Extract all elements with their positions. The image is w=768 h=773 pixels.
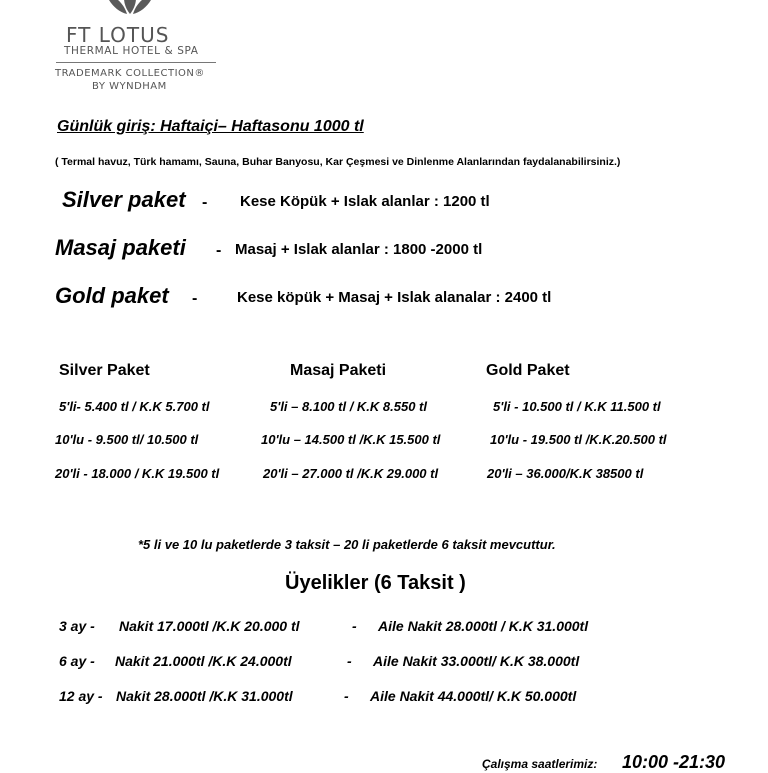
package-desc-massage: Masaj + Islak alanlar : 1800 -2000 tl xyxy=(235,241,483,258)
brand-name: FT LOTUS xyxy=(66,23,170,47)
price-massage-20: 20'li – 27.000 tl /K.K 29.000 tl xyxy=(263,466,439,481)
hours-label: Çalışma saatlerimiz: xyxy=(482,757,598,771)
price-silver-5: 5'li- 5.400 tl / K.K 5.700 tl xyxy=(59,399,210,414)
package-dash-gold: - xyxy=(192,290,198,307)
price-gold-20: 20'li – 36.000/K.K 38500 tl xyxy=(487,466,644,481)
price-massage-5: 5'li – 8.100 tl / K.K 8.550 tl xyxy=(270,399,428,414)
package-desc-silver: Kese Köpük + Islak alanlar : 1200 tl xyxy=(240,193,490,210)
column-header-gold: Gold Paket xyxy=(486,362,570,379)
by-wyndham: BY WYNDHAM xyxy=(92,81,167,92)
price-massage-10: 10'lu – 14.500 tl /K.K 15.500 tl xyxy=(261,432,441,447)
membership-period-12: 12 ay - xyxy=(59,688,103,704)
membership-single-3: Nakit 17.000tl /K.K 20.000 tl xyxy=(119,618,300,634)
memberships-title: Üyelikler (6 Taksit ) xyxy=(285,572,466,594)
package-desc-gold: Kese köpük + Masaj + Islak alanalar : 2400 tl xyxy=(237,289,552,306)
package-name-massage: Masaj paketi xyxy=(55,235,186,260)
package-name-gold: Gold paket xyxy=(55,283,169,308)
membership-family-6: Aile Nakit 33.000tl/ K.K 38.000tl xyxy=(373,653,580,669)
facilities-note: ( Termal havuz, Türk hamamı, Sauna, Buhar Banyosu, Kar Çeşmesi ve Dinlenme Alanlarından faydalanabilirsiniz.) xyxy=(55,156,621,168)
trademark-collection: TRADEMARK COLLECTION® xyxy=(55,68,205,79)
membership-family-12: Aile Nakit 44.000tl/ K.K 50.000tl xyxy=(370,688,577,704)
daily-entry-price: Günlük giriş: Haftaiçi– Haftasonu 1000 tl xyxy=(57,118,364,135)
brand-subtitle: THERMAL HOTEL & SPA xyxy=(64,45,199,57)
membership-period-3: 3 ay - xyxy=(59,618,95,634)
price-gold-10: 10'lu - 19.500 tl /K.K.20.500 tl xyxy=(490,432,667,447)
package-dash-silver: - xyxy=(202,194,208,211)
price-gold-5: 5'li - 10.500 tl / K.K 11.500 tl xyxy=(493,399,661,414)
membership-single-6: Nakit 21.000tl /K.K 24.000tl xyxy=(115,653,292,669)
lotus-icon xyxy=(100,0,160,22)
hours-value: 10:00 -21:30 xyxy=(622,752,726,772)
price-silver-10: 10'lu - 9.500 tl/ 10.500 tl xyxy=(55,432,199,447)
price-silver-20: 20'li - 18.000 / K.K 19.500 tl xyxy=(55,466,220,481)
logo-divider xyxy=(56,62,216,63)
membership-single-12: Nakit 28.000tl /K.K 31.000tl xyxy=(116,688,293,704)
membership-family-3: Aile Nakit 28.000tl / K.K 31.000tl xyxy=(378,618,589,634)
column-header-silver: Silver Paket xyxy=(59,362,150,379)
membership-sep-6: - xyxy=(347,653,352,669)
column-header-massage: Masaj Paketi xyxy=(290,362,387,379)
package-dash-massage: - xyxy=(216,242,222,259)
installment-note: *5 li ve 10 lu paketlerde 3 taksit – 20 li paketlerde 6 taksit mevcuttur. xyxy=(138,537,556,552)
membership-sep-3: - xyxy=(352,618,357,634)
package-name-silver: Silver paket xyxy=(62,187,186,212)
membership-period-6: 6 ay - xyxy=(59,653,95,669)
membership-sep-12: - xyxy=(344,688,349,704)
